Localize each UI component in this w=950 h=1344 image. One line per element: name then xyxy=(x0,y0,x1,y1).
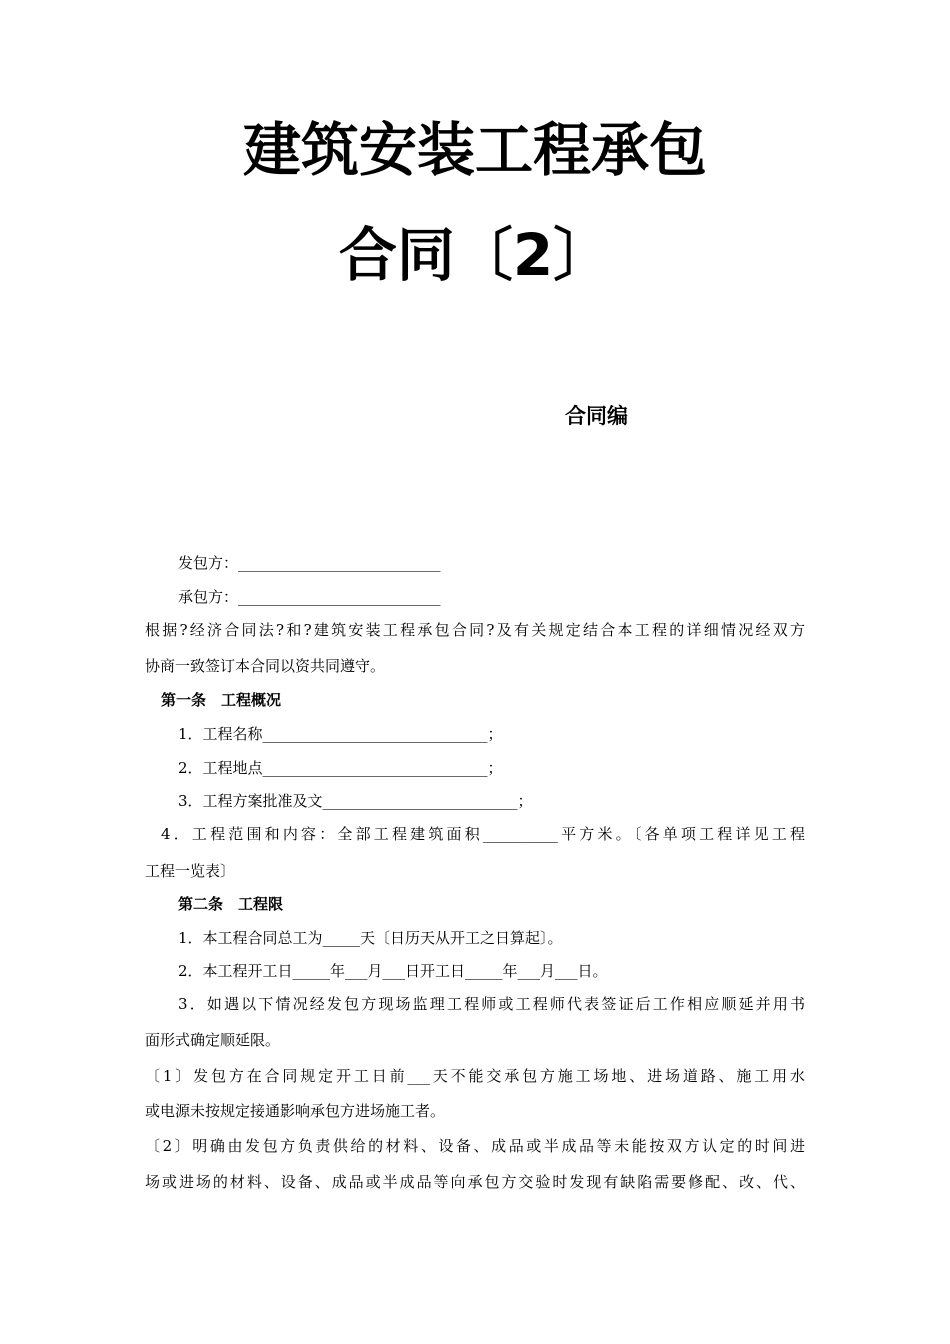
article-1-item-4-line-1: 4．工程范围和内容：全部工程建筑面积__________平方米。〔各单项工程详见工程 xyxy=(161,825,805,843)
article-2-item-1: 1．本工程合同总工为_____天〔日历天从开工之日算起〕。 xyxy=(178,929,563,947)
article-2-sub-2-line-1: 〔2〕明确由发包方负责供给的材料、设备、成品或半成品等未能按双方认定的时间进 xyxy=(145,1137,805,1155)
article-1-item-3: 3．工程方案批准及文__________________________； xyxy=(178,792,533,810)
article-2-sub-1-line-1: 〔1〕发包方在合同规定开工日前___天不能交承包方施工场地、进场道路、施工用水 xyxy=(145,1067,805,1085)
title-line-1: 建筑安装工程承包 xyxy=(242,116,707,184)
preamble-line-2: 协商一致签订本合同以资共同遵守。 xyxy=(145,657,386,675)
contract-number-label: 合同编 xyxy=(565,404,628,428)
article-1-heading: 第一条 工程概况 xyxy=(161,691,282,709)
article-2-sub-1-line-2: 或电源未按规定接通影响承包方进场施工者。 xyxy=(145,1102,446,1120)
article-2-sub-2-line-2: 场或进场的材料、设备、成品或半成品等向承包方交验时发现有缺陷需要修配、改、代、 xyxy=(145,1173,805,1191)
article-1-item-4-line-2: 工程一览表〕 xyxy=(145,862,236,880)
article-1-item-1: 1．工程名称______________________________； xyxy=(178,725,503,743)
article-2-item-3-line-2: 面形式确定顺延限。 xyxy=(145,1031,281,1049)
employer-field: 发包方：___________________________ xyxy=(178,554,441,572)
contractor-field: 承包方：___________________________ xyxy=(178,588,441,606)
title-line-2: 合同〔2〕 xyxy=(338,221,612,289)
article-2-heading: 第二条 工程限 xyxy=(178,895,284,913)
preamble-line-1: 根据?经济合同法?和?建筑安装工程承包合同?及有关规定结合本工程的详细情况经双方 xyxy=(145,621,805,639)
article-2-item-3-line-1: 3．如遇以下情况经发包方现场监理工程师或工程师代表签证后工作相应顺延并用书 xyxy=(178,995,805,1013)
article-1-item-2: 2．工程地点______________________________； xyxy=(178,759,503,777)
article-2-item-2: 2．本工程开工日_____年___月___日开工日_____年___月___日。 xyxy=(178,962,608,980)
